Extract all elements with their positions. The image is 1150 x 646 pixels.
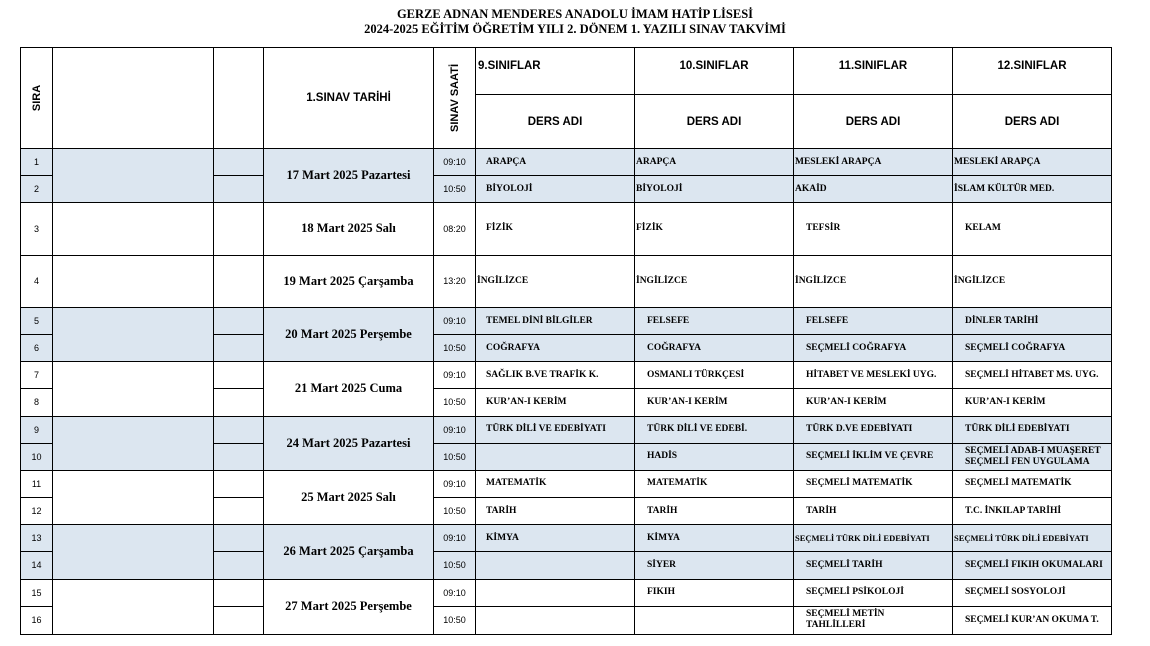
grade9-header: 9.SINIFLAR [476,48,635,95]
exam-time: 09:10 [434,416,476,443]
table-row [21,203,1112,255]
subject-grade11: SEÇMELİ TARİH [794,552,953,579]
subject-grade12: SEÇMELİ KUR’AN OKUMA T. [953,606,1112,634]
subject-grade12: KELAM [953,203,1112,255]
time-header-label: SINAV SAATİ [448,63,461,133]
subject-grade11: KUR’AN-I KERİM [794,389,953,416]
exam-date: 21 Mart 2025 Cuma [264,362,434,416]
subject-grade12: MESLEKİ ARAPÇA [953,149,1112,176]
row-number: 2 [21,176,53,203]
exam-time: 10:50 [434,443,476,470]
row-number: 10 [21,443,53,470]
blank-cell [214,149,264,176]
subject-grade12: SEÇMELİ COĞRAFYA [953,335,1112,362]
subject-line: TAHLİLLERİ [806,620,866,631]
subject-grade10: KİMYA [635,525,794,552]
table-row [21,416,1112,443]
exam-time: 09:10 [434,525,476,552]
blank-cell [214,389,264,416]
school-title: GERZE ADNAN MENDERES ANADOLU İMAM HATİP LİSESİ [396,7,754,21]
blank-cell [214,498,264,525]
row-number: 15 [21,579,53,606]
subject-grade11: SEÇMELİ İKLİM VE ÇEVRE [794,443,953,470]
subject-grade10: OSMANLI TÜRKÇESİ [635,362,794,389]
subject-grade10 [635,606,794,634]
subject-grade10: MATEMATİK [635,470,794,497]
subject-grade12: SEÇMELİ TÜRK DİLİ EDEBİYATI [953,525,1112,552]
subject-grade9 [476,579,635,606]
row-number: 3 [21,203,53,255]
subject-grade12 [953,443,1112,470]
subject-grade10: TARİH [635,498,794,525]
row-number: 13 [21,525,53,552]
table-row [21,525,1112,552]
subject-grade12: TÜRK DİLİ EDEBİYATI [953,416,1112,443]
subject-grade9: TARİH [476,498,635,525]
subject-grade11: AKAİD [794,176,953,203]
subject-grade11: TÜRK D.VE EDEBİYATI [794,416,953,443]
subject-grade11: HİTABET VE MESLEKİ UYG. [794,362,953,389]
subject-grade10: ARAPÇA [635,149,794,176]
blank-cell [214,307,264,334]
grade12-header: 12.SINIFLAR [953,48,1112,95]
exam-time: 10:50 [434,606,476,634]
blank-cell [214,362,264,389]
ders-header-10: DERS ADI [635,95,794,149]
ders-header-9: DERS ADI [476,95,635,149]
time-header [434,48,476,149]
exam-time: 09:10 [434,149,476,176]
exam-time: 09:10 [434,579,476,606]
subject-grade12: İSLAM KÜLTÜR MED. [953,176,1112,203]
subject-grade10: TÜRK DİLİ VE EDEBİ. [635,416,794,443]
subject-grade11: İNGİLİZCE [794,255,953,307]
subject-grade9 [476,606,635,634]
blank-cell [214,335,264,362]
exam-time: 10:50 [434,498,476,525]
table-row [21,579,1112,606]
table-row [21,362,1112,389]
grade11-header: 11.SINIFLAR [794,48,953,95]
exam-date: 27 Mart 2025 Perşembe [264,579,434,635]
subject-grade11 [794,606,953,634]
subject-grade10: İNGİLİZCE [635,255,794,307]
subject-grade9: TEMEL DİNİ BİLGİLER [476,307,635,334]
exam-time: 10:50 [434,389,476,416]
exam-date: 20 Mart 2025 Perşembe [264,307,434,361]
subject-grade10: BİYOLOJİ [635,176,794,203]
subject-grade12: DİNLER TARİHİ [953,307,1112,334]
table-row [21,149,1112,176]
subject-grade12: SEÇMELİ HİTABET MS. UYG. [953,362,1112,389]
subject-grade12: KUR’AN-I KERİM [953,389,1112,416]
table-row [21,307,1112,334]
blank-cell [53,579,214,635]
subject-grade9 [476,443,635,470]
subject-grade9: KUR’AN-I KERİM [476,389,635,416]
subject-grade11: SEÇMELİ TÜRK DİLİ EDEBİYATI [794,525,953,552]
subject-grade12: SEÇMELİ SOSYOLOJİ [953,579,1112,606]
subject-grade9: MATEMATİK [476,470,635,497]
blank-cell [53,416,214,470]
exam-time: 13:20 [434,255,476,307]
subject-grade12: İNGİLİZCE [953,255,1112,307]
subject-grade12: SEÇMELİ MATEMATİK [953,470,1112,497]
blank-cell [214,255,264,307]
subject-grade10: COĞRAFYA [635,335,794,362]
row-number: 9 [21,416,53,443]
sira-header [21,48,53,149]
subject-grade10: FELSEFE [635,307,794,334]
blank-cell [214,443,264,470]
subject-grade11: TEFSİR [794,203,953,255]
subject-grade12: SEÇMELİ FIKIH OKUMALARI [953,552,1112,579]
blank-cell [214,606,264,634]
subject-grade11: FELSEFE [794,307,953,334]
blank-cell [214,525,264,552]
row-number: 7 [21,362,53,389]
subject-grade9 [476,552,635,579]
row-number: 12 [21,498,53,525]
subject-grade11: SEÇMELİ PSİKOLOJİ [794,579,953,606]
subject-grade10: FIKIH [635,579,794,606]
subject-grade9: KİMYA [476,525,635,552]
subject-grade9: ARAPÇA [476,149,635,176]
row-number: 1 [21,149,53,176]
exam-time: 10:50 [434,176,476,203]
blank-cell [53,362,214,416]
subject-grade9: TÜRK DİLİ VE EDEBİYATI [476,416,635,443]
exam-time: 09:10 [434,470,476,497]
exam-date: 25 Mart 2025 Salı [264,470,434,524]
subject-grade12: T.C. İNKILAP TARİHİ [953,498,1112,525]
exam-schedule-table [20,47,1112,635]
blank-cell [53,307,214,361]
blank-cell [214,416,264,443]
date-header: 1.SINAV TARİHİ [264,48,434,149]
grade10-header: 10.SINIFLAR [635,48,794,95]
subject-grade9: SAĞLIK B.VE TRAFİK K. [476,362,635,389]
subject-grade11: SEÇMELİ MATEMATİK [794,470,953,497]
row-number: 16 [21,606,53,634]
exam-time: 10:50 [434,552,476,579]
table-row [21,255,1112,307]
subject-grade9: İNGİLİZCE [476,255,635,307]
subject-line: SEÇMELİ ADAB-I MUAŞERET [965,445,1101,456]
blank-cell [214,203,264,255]
blank-cell [53,149,214,203]
subject-grade10: KUR’AN-I KERİM [635,389,794,416]
subject-grade11: TARİH [794,498,953,525]
subject-grade10: FİZİK [635,203,794,255]
blank-cell [214,470,264,497]
row-number: 8 [21,389,53,416]
exam-date: 17 Mart 2025 Pazartesi [264,149,434,203]
subject-grade11: SEÇMELİ COĞRAFYA [794,335,953,362]
subject-grade9: BİYOLOJİ [476,176,635,203]
exam-date: 18 Mart 2025 Salı [264,203,434,255]
subject-grade9: COĞRAFYA [476,335,635,362]
ders-header-12: DERS ADI [953,95,1112,149]
exam-date: 26 Mart 2025 Çarşamba [264,525,434,579]
subject-grade10: HADİS [635,443,794,470]
subject-line: SEÇMELİ FEN UYGULAMA [965,456,1090,467]
blank-cell [53,255,214,307]
table-row [21,470,1112,497]
schedule-title: 2024-2025 EĞİTİM ÖĞRETİM YILI 2. DÖNEM 1. YAZILI SINAV TAKVİMİ [364,22,786,36]
row-number: 5 [21,307,53,334]
blank-cell [53,203,214,255]
exam-time: 10:50 [434,335,476,362]
exam-time: 09:10 [434,362,476,389]
subject-grade10: SİYER [635,552,794,579]
row-number: 6 [21,335,53,362]
exam-time: 08:20 [434,203,476,255]
exam-time: 09:10 [434,307,476,334]
row-number: 4 [21,255,53,307]
blank-cell [214,552,264,579]
subject-grade11: MESLEKİ ARAPÇA [794,149,953,176]
exam-date: 24 Mart 2025 Pazartesi [264,416,434,470]
blank-header-b [214,48,264,149]
blank-cell [214,579,264,606]
row-number: 11 [21,470,53,497]
blank-cell [53,525,214,579]
blank-cell [53,470,214,524]
ders-header-11: DERS ADI [794,95,953,149]
blank-header-a [53,48,214,149]
blank-cell [214,176,264,203]
row-number: 14 [21,552,53,579]
subject-line: SEÇMELİ METİN [806,609,885,620]
exam-date: 19 Mart 2025 Çarşamba [264,255,434,307]
subject-grade9: FİZİK [476,203,635,255]
sira-header-label: SIRA [30,84,43,112]
